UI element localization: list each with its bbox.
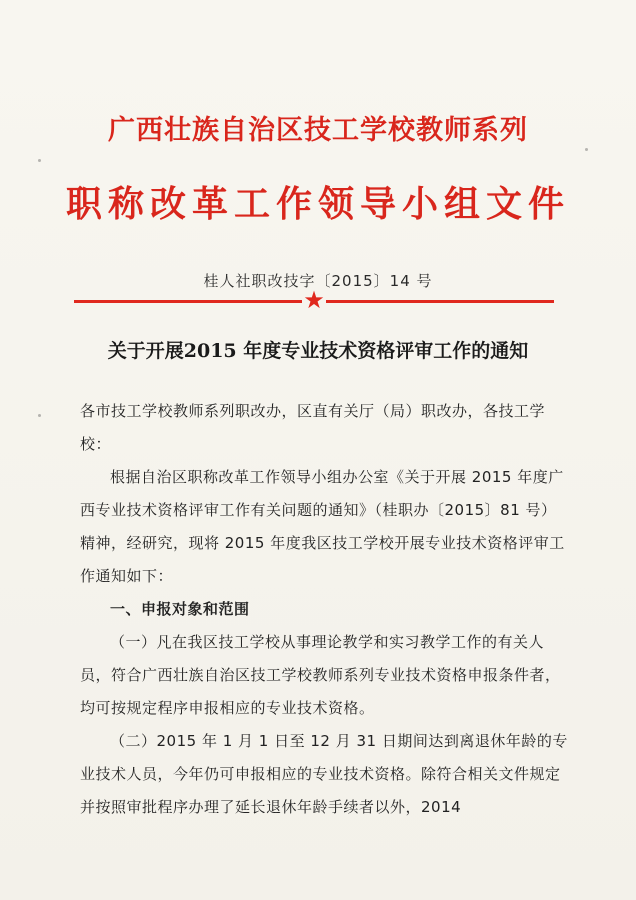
addressee: 各市技工学校教师系列职改办，区直有关厅（局）职改办，各技工学校：: [80, 402, 546, 453]
document-number: 桂人社职改技字〔2015〕14 号: [203, 272, 433, 290]
scan-speck: [38, 414, 41, 417]
issuer-name-line1: 广西壮族自治区技工学校教师系列: [108, 115, 528, 146]
red-divider-left: [74, 300, 302, 303]
scan-speck: [38, 159, 41, 162]
list-item: （一）凡在我区技工学校从事理论教学和实习教学工作的有关人员，符合广西壮族自治区技工学校教师系列专业技术资格申报条件者，均可按规定程序申报相应的专业技术资格。: [80, 633, 561, 717]
document-title: 关于开展2015 年度专业技术资格评审工作的通知: [107, 340, 529, 362]
intro-paragraph: 根据自治区职称改革工作领导小组办公室《关于开展 2015 年度广西专业技术资格评审工作有关问题的通知》（桂职办〔2015〕81 号）精神，经研究，现将 2015 年度我区技工学校开展专业技术资格评审工作通知如下：: [80, 468, 565, 585]
document-body: [80, 395, 570, 824]
scan-speck: [585, 148, 588, 151]
star-icon: ★: [303, 286, 325, 314]
issuer-name-line2: 职称改革工作领导小组文件: [65, 183, 570, 225]
list-item: （二）2015 年 1 月 1 日至 12 月 31 日期间达到离退休年龄的专业技术人员，今年仍可申报相应的专业技术资格。除符合相关文件规定并按照审批程序办理了延长退休年龄手续者以外，2014: [80, 732, 568, 816]
red-divider-right: [326, 300, 554, 303]
section-heading: 一、申报对象和范围: [110, 600, 250, 618]
